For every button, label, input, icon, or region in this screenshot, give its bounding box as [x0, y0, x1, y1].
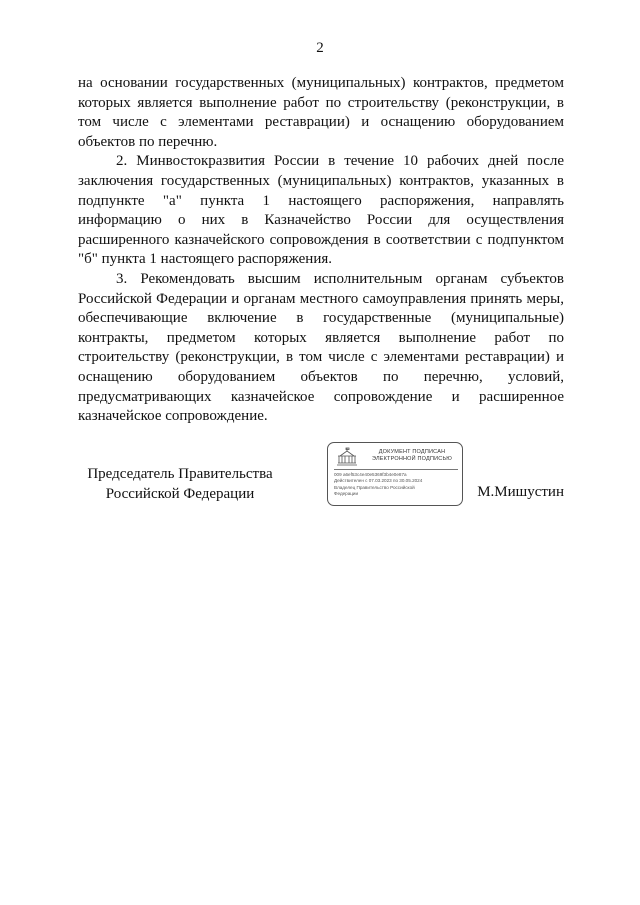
stamp-validity: Действителен с 07.03.2023 по 30.05.2024 — [334, 478, 423, 484]
signatory-position-line-2: Российской Федерации — [105, 485, 255, 502]
paragraph-item-3: 3. Рекомендовать высшим исполнительным органам субъектов Российской Федерации и органам местного самоуправления принять меры, обеспечивающие включение в государственные (муниципальные) контракты, предметом которых является выполнение работ по строительству (реконструкции, в том числе с элементами реставрации) и оснащению оборудованием объектов по перечню, условий, предусматривающих казначейское сопровождение и расширенное казначейское сопровождение. — [78, 270, 564, 425]
stamp-title — [364, 449, 460, 463]
document-body — [78, 74, 564, 427]
stamp-divider — [334, 469, 458, 470]
stamp-owner-line-1: Владелец Правительство Российской — [334, 484, 415, 490]
stamp-title-line-2: ЭЛЕКТРОННОЙ ПОДПИСЬЮ — [371, 456, 453, 462]
page-number: 2 — [316, 40, 324, 56]
stamp-certificate: 009 a6ef53c4e40e5369f3b4e0e87a — [334, 472, 407, 477]
stamp-details — [334, 472, 460, 498]
government-building-icon — [335, 447, 359, 467]
stamp-title-line-1: ДОКУМЕНТ ПОДПИСАН — [378, 449, 446, 455]
signatory-name: М.Мишустин — [477, 484, 564, 500]
paragraph-item-2: 2. Минвостокразвития России в течение 10 рабочих дней после заключения государственных (муниципальных) контрактов, указанных в подпункте "а" пункта 1 настоящего распоряжения, направлять информацию о них в Казначейство России для осуществления расширенного казначейского сопровождения в соответствии с подпунктом "б" пункта 1 настоящего распоряжения. — [78, 153, 564, 268]
signatory-position-line-1: Председатель Правительства — [87, 466, 273, 482]
signatory-position — [78, 465, 282, 504]
stamp-owner-line-2: Федерации — [334, 491, 359, 497]
paragraph-continuation: на основании государственных (муниципальных) контрактов, предметом которых является выполнение работ по строительству (реконструкции, в том числе с элементами реставрации) и оснащению оборудованием объектов по перечню. — [78, 75, 564, 150]
electronic-signature-stamp — [327, 442, 463, 506]
